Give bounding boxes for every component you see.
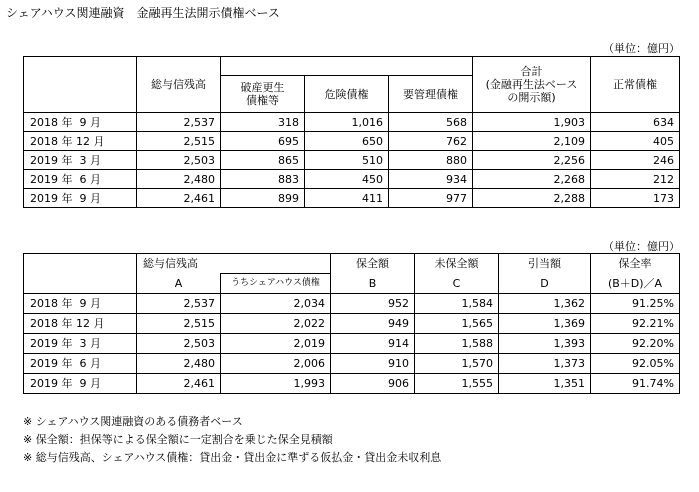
secured-cell: 910: [331, 354, 415, 374]
period-cell: 2018 年 12 月: [24, 132, 137, 151]
bankrupt-cell: 318: [221, 113, 305, 132]
total-credit-header: 総与信残高: [137, 57, 221, 113]
reserve-sub-header: D: [499, 274, 591, 294]
reserve-cell: 1,369: [499, 314, 591, 334]
unsecured-cell: 1,565: [415, 314, 499, 334]
footnotes: [23, 413, 441, 467]
total-credit-header: 総与信残高: [137, 254, 331, 274]
bankrupt-cell: 883: [221, 170, 305, 189]
unsecured-cell: 1,570: [415, 354, 499, 374]
unit-label-2: （単位：億円）: [603, 240, 680, 253]
total-cell: 2,537: [137, 294, 221, 314]
total-cell: 2,515: [137, 132, 221, 151]
ratio-cell: 92.21%: [591, 314, 680, 334]
total-cell: 2,480: [137, 354, 221, 374]
reserve-cell: 1,351: [499, 374, 591, 394]
table-row: [24, 132, 680, 151]
period-cell: 2019 年 6 月: [24, 354, 137, 374]
secured-cell: 906: [331, 374, 415, 394]
total-cell: 2,537: [137, 113, 221, 132]
special-cell: 880: [389, 151, 473, 170]
doubtful-header: 危険債権: [305, 76, 389, 113]
period-cell: 2019 年 9 月: [24, 374, 137, 394]
normal-header: 正常債権: [591, 57, 680, 113]
secured-cell: 952: [331, 294, 415, 314]
share-cell: 2,019: [221, 334, 331, 354]
period-cell: 2019 年 3 月: [24, 151, 137, 170]
sum-cell: 2,256: [473, 151, 591, 170]
footnote: ※ 総与信残高、シェアハウス債権：貸出金・貸出金に準ずる仮払金・貸出金未収利息: [23, 451, 442, 464]
reserve-cell: 1,373: [499, 354, 591, 374]
secured-sub-header: B: [331, 274, 415, 294]
period-cell: 2018 年 9 月: [24, 113, 137, 132]
ratio-cell: 92.05%: [591, 354, 680, 374]
doubtful-cell: 1,016: [305, 113, 389, 132]
reserve-cell: 1,362: [499, 294, 591, 314]
doubtful-cell: 510: [305, 151, 389, 170]
period-header: [24, 57, 137, 113]
normal-cell: 212: [591, 170, 680, 189]
unsecured-header: 未保全額: [415, 254, 499, 274]
special-cell: 977: [389, 189, 473, 208]
table-row: [24, 113, 680, 132]
sum-cell: 2,288: [473, 189, 591, 208]
table-row: [24, 354, 680, 374]
sum-cell: 1,903: [473, 113, 591, 132]
doubtful-cell: 411: [305, 189, 389, 208]
share-cell: 1,993: [221, 374, 331, 394]
table-row: [24, 314, 680, 334]
sum-cell: 2,268: [473, 170, 591, 189]
normal-cell: 405: [591, 132, 680, 151]
unsecured-cell: 1,588: [415, 334, 499, 354]
period-header: [24, 254, 137, 294]
total-cell: 2,461: [137, 189, 221, 208]
table-row: [24, 189, 680, 208]
bankrupt-header: 破産更生 債権等: [221, 76, 305, 113]
table-row: [24, 170, 680, 189]
ratio-cell: 91.25%: [591, 294, 680, 314]
period-cell: 2019 年 6 月: [24, 170, 137, 189]
special-cell: 568: [389, 113, 473, 132]
ratio-header: 保全率: [591, 254, 680, 274]
page-title: シェアハウス関連融資 金融再生法開示債権ベース: [6, 6, 280, 20]
secured-cell: 949: [331, 314, 415, 334]
period-cell: 2019 年 3 月: [24, 334, 137, 354]
unsecured-cell: 1,584: [415, 294, 499, 314]
total-sub-header: A: [137, 274, 221, 294]
doubtful-cell: 450: [305, 170, 389, 189]
bankrupt-cell: 899: [221, 189, 305, 208]
table-row: [24, 374, 680, 394]
total-cell: 2,480: [137, 170, 221, 189]
unsecured-cell: 1,555: [415, 374, 499, 394]
bankrupt-cell: 695: [221, 132, 305, 151]
special-header: 要管理債権: [389, 76, 473, 113]
special-cell: 934: [389, 170, 473, 189]
coverage-table: [23, 253, 680, 394]
total-cell: 2,515: [137, 314, 221, 334]
secured-header: 保全額: [331, 254, 415, 274]
total-cell: 2,461: [137, 374, 221, 394]
normal-cell: 634: [591, 113, 680, 132]
table-row: [24, 294, 680, 314]
bankrupt-cell: 865: [221, 151, 305, 170]
footnote: ※ シェアハウス関連融資のある債務者ベース: [23, 415, 243, 428]
table-row: [24, 151, 680, 170]
footnote: ※ 保全額：担保等による保全額に一定割合を乗じた保全見積額: [23, 433, 333, 446]
period-cell: 2018 年 9 月: [24, 294, 137, 314]
total-cell: 2,503: [137, 334, 221, 354]
period-cell: 2019 年 9 月: [24, 189, 137, 208]
normal-cell: 173: [591, 189, 680, 208]
reserve-cell: 1,393: [499, 334, 591, 354]
total-cell: 2,503: [137, 151, 221, 170]
normal-cell: 246: [591, 151, 680, 170]
share-cell: 2,006: [221, 354, 331, 374]
secured-cell: 914: [331, 334, 415, 354]
share-cell: 2,022: [221, 314, 331, 334]
doubtful-cell: 650: [305, 132, 389, 151]
special-cell: 762: [389, 132, 473, 151]
share-sub-header: うちシェアハウス債権: [221, 274, 331, 294]
ratio-cell: 92.20%: [591, 334, 680, 354]
sum-header: 合計 (金融再生法ベース の開示額): [473, 57, 591, 113]
table-row: [24, 334, 680, 354]
ratio-sub-header: (B＋D)／A: [591, 274, 680, 294]
sum-cell: 2,109: [473, 132, 591, 151]
share-cell: 2,034: [221, 294, 331, 314]
ratio-cell: 91.74%: [591, 374, 680, 394]
period-cell: 2018 年 12 月: [24, 314, 137, 334]
unsecured-sub-header: C: [415, 274, 499, 294]
unit-label-1: （単位：億円）: [603, 42, 680, 55]
npl-disclosure-table: [23, 56, 680, 208]
reserve-header: 引当額: [499, 254, 591, 274]
